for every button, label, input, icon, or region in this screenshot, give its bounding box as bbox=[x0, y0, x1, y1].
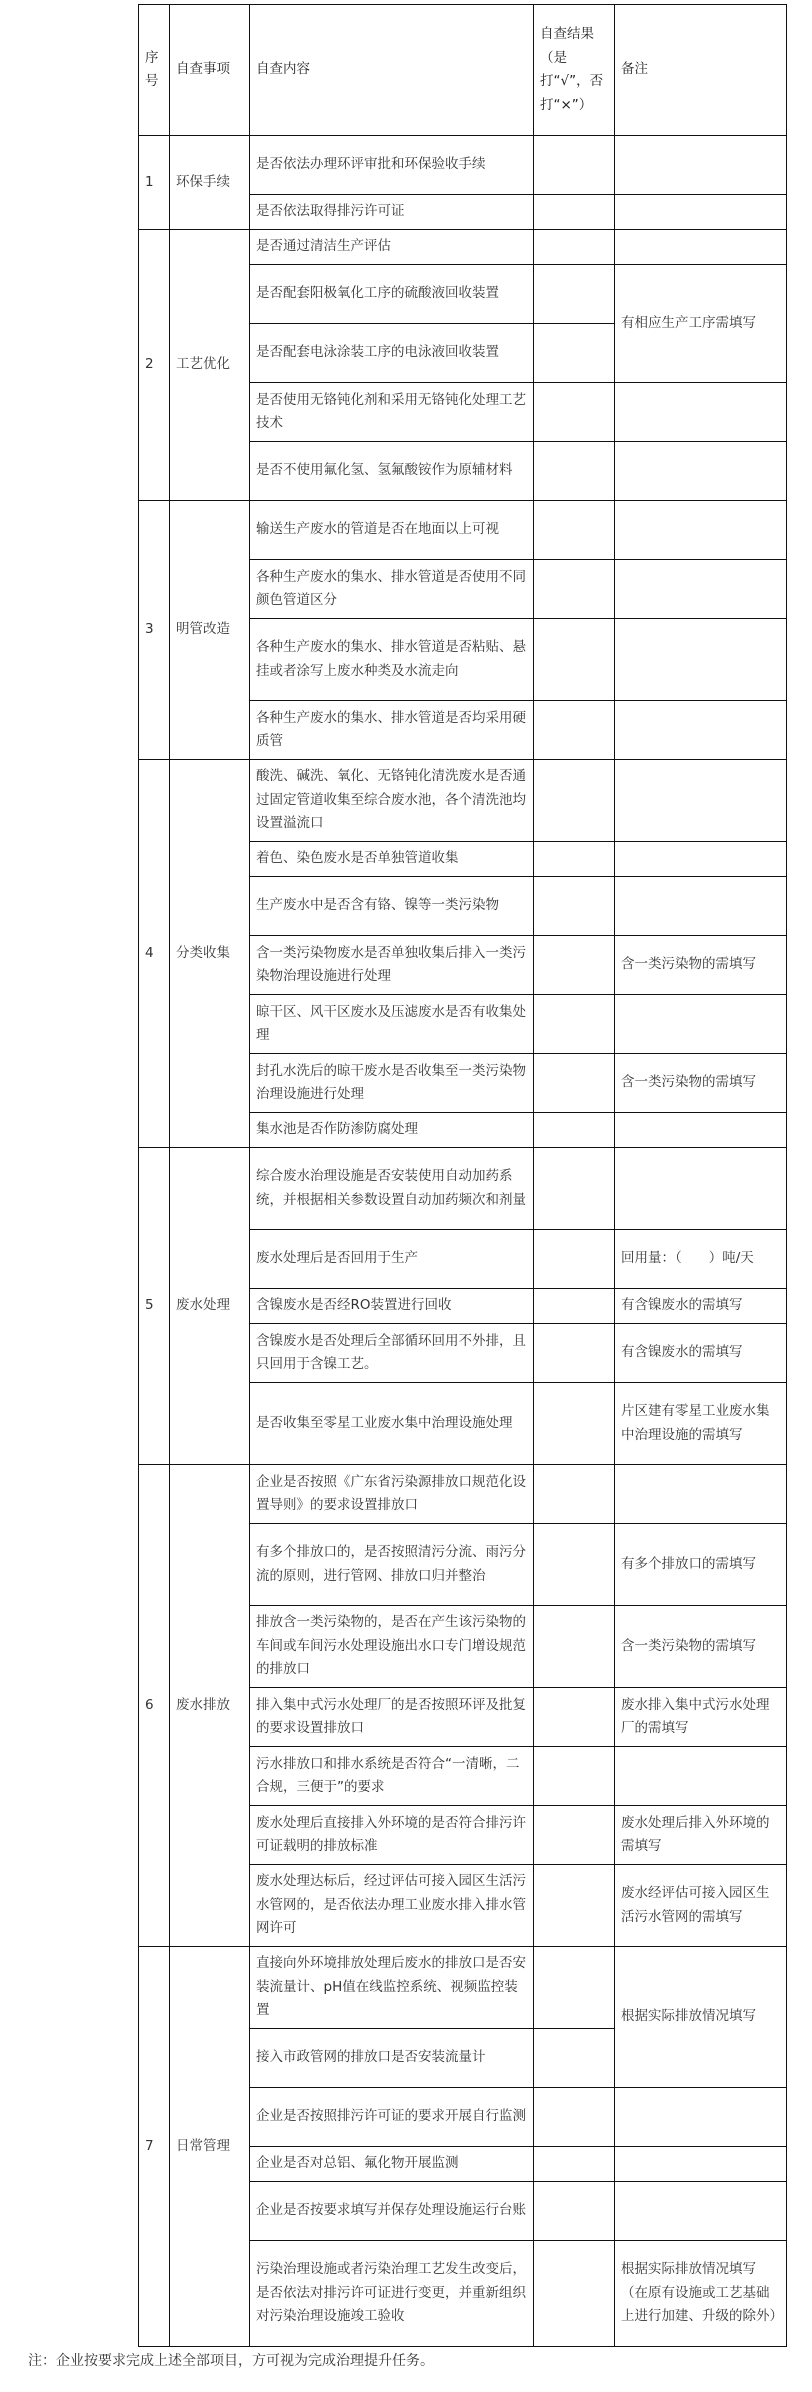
check-content: 各种生产废水的集水、排水管道是否粘贴、悬挂或者涂写上废水种类及水流走向 bbox=[250, 619, 534, 701]
check-remark bbox=[615, 383, 787, 442]
check-content: 含镍废水是否处理后全部循环回用不外排，且只回用于含镍工艺。 bbox=[250, 1324, 534, 1383]
check-result-cell[interactable] bbox=[534, 501, 615, 560]
check-result-cell[interactable] bbox=[534, 1747, 615, 1806]
header-item: 自查事项 bbox=[170, 5, 250, 136]
check-result-cell[interactable] bbox=[534, 2241, 615, 2347]
header-content: 自查内容 bbox=[250, 5, 534, 136]
check-remark bbox=[615, 619, 787, 701]
section-number: 7 bbox=[139, 1947, 170, 2347]
check-result-cell[interactable] bbox=[534, 195, 615, 230]
section-number: 4 bbox=[139, 760, 170, 1148]
check-content: 输送生产废水的管道是否在地面以上可视 bbox=[250, 501, 534, 560]
check-remark bbox=[615, 1113, 787, 1148]
check-remark: 废水经评估可接入园区生活污水管网的需填写 bbox=[615, 1865, 787, 1947]
check-result-cell[interactable] bbox=[534, 383, 615, 442]
check-remark bbox=[615, 995, 787, 1054]
table-row bbox=[139, 501, 787, 560]
check-remark: 有多个排放口的需填写 bbox=[615, 1524, 787, 1606]
check-content: 是否收集至零星工业废水集中治理设施处理 bbox=[250, 1383, 534, 1465]
section-item: 废水排放 bbox=[170, 1465, 250, 1947]
check-remark: 有含镍废水的需填写 bbox=[615, 1289, 787, 1324]
table-row bbox=[139, 230, 787, 265]
check-content: 含镍废水是否经RO装置进行回收 bbox=[250, 1289, 534, 1324]
section-item: 废水处理 bbox=[170, 1148, 250, 1465]
check-result-cell[interactable] bbox=[534, 1606, 615, 1688]
check-result-cell[interactable] bbox=[534, 2182, 615, 2241]
check-remark bbox=[615, 2088, 787, 2147]
check-result-cell[interactable] bbox=[534, 230, 615, 265]
check-result-cell[interactable] bbox=[534, 2088, 615, 2147]
check-content: 废水处理后直接排入外环境的是否符合排污许可证载明的排放标准 bbox=[250, 1806, 534, 1865]
check-remark bbox=[615, 1148, 787, 1230]
check-remark bbox=[615, 877, 787, 936]
check-content: 企业是否按照《广东省污染源排放口规范化设置导则》的要求设置排放口 bbox=[250, 1465, 534, 1524]
table-row bbox=[139, 1465, 787, 1524]
check-content: 酸洗、碱洗、氧化、无铬钝化清洗废水是否通过固定管道收集至综合废水池，各个清洗池均设置溢流口 bbox=[250, 760, 534, 842]
check-remark: 废水排入集中式污水处理厂的需填写 bbox=[615, 1688, 787, 1747]
check-content: 直接向外环境排放处理后废水的排放口是否安装流量计、pH值在线监控系统、视频监控装置 bbox=[250, 1947, 534, 2029]
check-remark: 有含镍废水的需填写 bbox=[615, 1324, 787, 1383]
check-content: 是否使用无铬钝化剂和采用无铬钝化处理工艺技术 bbox=[250, 383, 534, 442]
check-content: 企业是否对总铝、氟化物开展监测 bbox=[250, 2147, 534, 2182]
check-remark bbox=[615, 2147, 787, 2182]
check-content: 废水处理后是否回用于生产 bbox=[250, 1230, 534, 1289]
check-result-cell[interactable] bbox=[534, 442, 615, 501]
check-content: 是否配套电泳涂装工序的电泳液回收装置 bbox=[250, 324, 534, 383]
check-result-cell[interactable] bbox=[534, 2147, 615, 2182]
check-remark: 回用量：（ ）吨/天 bbox=[615, 1230, 787, 1289]
check-result-cell[interactable] bbox=[534, 701, 615, 760]
check-result-cell[interactable] bbox=[534, 842, 615, 877]
check-content: 是否依法取得排污许可证 bbox=[250, 195, 534, 230]
check-result-cell[interactable] bbox=[534, 1383, 615, 1465]
check-result-cell[interactable] bbox=[534, 1289, 615, 1324]
check-remark bbox=[615, 1465, 787, 1524]
check-content: 有多个排放口的，是否按照清污分流、雨污分流的原则，进行管网、排放口归并整治 bbox=[250, 1524, 534, 1606]
check-result-cell[interactable] bbox=[534, 1806, 615, 1865]
check-content: 企业是否按要求填写并保存处理设施运行台账 bbox=[250, 2182, 534, 2241]
check-result-cell[interactable] bbox=[534, 324, 615, 383]
check-remark: 根据实际排放情况填写（在原有设施或工艺基础上进行加建、升级的除外） bbox=[615, 2241, 787, 2347]
check-result-cell[interactable] bbox=[534, 995, 615, 1054]
table-row bbox=[139, 136, 787, 195]
header-remark: 备注 bbox=[615, 5, 787, 136]
section-item: 工艺优化 bbox=[170, 230, 250, 501]
check-result-cell[interactable] bbox=[534, 560, 615, 619]
section-item: 环保手续 bbox=[170, 136, 250, 230]
check-remark bbox=[615, 701, 787, 760]
check-content: 排入集中式污水处理厂的是否按照环评及批复的要求设置排放口 bbox=[250, 1688, 534, 1747]
self-check-table bbox=[138, 4, 787, 2347]
check-result-cell[interactable] bbox=[534, 760, 615, 842]
section-number: 6 bbox=[139, 1465, 170, 1947]
section-number: 5 bbox=[139, 1148, 170, 1465]
table-row bbox=[139, 1947, 787, 2029]
check-result-cell[interactable] bbox=[534, 1947, 615, 2029]
check-result-cell[interactable] bbox=[534, 2029, 615, 2088]
check-remark bbox=[615, 2182, 787, 2241]
check-content: 着色、染色废水是否单独管道收集 bbox=[250, 842, 534, 877]
check-content: 排放含一类污染物的，是否在产生该污染物的车间或车间污水处理设施出水口专门增设规范的排放口 bbox=[250, 1606, 534, 1688]
header-seq: 序号 bbox=[139, 5, 170, 136]
check-content: 废水处理达标后，经过评估可接入园区生活污水管网的，是否依法办理工业废水排入排水管网许可 bbox=[250, 1865, 534, 1947]
check-remark: 片区建有零星工业废水集中治理设施的需填写 bbox=[615, 1383, 787, 1465]
check-remark: 含一类污染物的需填写 bbox=[615, 1054, 787, 1113]
check-result-cell[interactable] bbox=[534, 1054, 615, 1113]
check-content: 污染治理设施或者污染治理工艺发生改变后，是否依法对排污许可证进行变更，并重新组织对污染治理设施竣工验收 bbox=[250, 2241, 534, 2347]
check-result-cell[interactable] bbox=[534, 1688, 615, 1747]
check-remark bbox=[615, 442, 787, 501]
header-result: 自查结果（是打“√”，否打“×”） bbox=[534, 5, 615, 136]
self-check-table-container bbox=[138, 4, 786, 2347]
check-result-cell[interactable] bbox=[534, 1148, 615, 1230]
check-result-cell[interactable] bbox=[534, 1865, 615, 1947]
check-content: 各种生产废水的集水、排水管道是否均采用硬质管 bbox=[250, 701, 534, 760]
check-content: 含一类污染物废水是否单独收集后排入一类污染物治理设施进行处理 bbox=[250, 936, 534, 995]
check-remark bbox=[615, 1747, 787, 1806]
table-header-row bbox=[139, 5, 787, 136]
check-content: 集水池是否作防渗防腐处理 bbox=[250, 1113, 534, 1148]
check-result-cell[interactable] bbox=[534, 1465, 615, 1524]
check-remark bbox=[615, 195, 787, 230]
check-remark: 含一类污染物的需填写 bbox=[615, 1606, 787, 1688]
section-item: 日常管理 bbox=[170, 1947, 250, 2347]
footnote: 注：企业按要求完成上述全部项目，方可视为完成治理提升任务。 bbox=[28, 2353, 434, 2369]
check-remark bbox=[615, 230, 787, 265]
check-content: 企业是否按照排污许可证的要求开展自行监测 bbox=[250, 2088, 534, 2147]
section-item: 分类收集 bbox=[170, 760, 250, 1148]
check-result-cell[interactable] bbox=[534, 1113, 615, 1148]
check-result-cell[interactable] bbox=[534, 265, 615, 324]
check-content: 污水排放口和排水系统是否符合“一清晰，二合规，三便于”的要求 bbox=[250, 1747, 534, 1806]
check-content: 综合废水治理设施是否安装使用自动加药系统，并根据相关参数设置自动加药频次和剂量 bbox=[250, 1148, 534, 1230]
check-content: 各种生产废水的集水、排水管道是否使用不同颜色管道区分 bbox=[250, 560, 534, 619]
table-row bbox=[139, 760, 787, 842]
section-item: 明管改造 bbox=[170, 501, 250, 760]
check-remark: 废水处理后排入外环境的需填写 bbox=[615, 1806, 787, 1865]
check-content: 是否通过清洁生产评估 bbox=[250, 230, 534, 265]
check-remark bbox=[615, 501, 787, 560]
check-result-cell[interactable] bbox=[534, 1524, 615, 1606]
check-result-cell[interactable] bbox=[534, 136, 615, 195]
check-remark: 有相应生产工序需填写 bbox=[615, 265, 787, 383]
check-content: 是否配套阳极氧化工序的硫酸液回收装置 bbox=[250, 265, 534, 324]
check-result-cell[interactable] bbox=[534, 1230, 615, 1289]
check-result-cell[interactable] bbox=[534, 619, 615, 701]
section-number: 2 bbox=[139, 230, 170, 501]
check-result-cell[interactable] bbox=[534, 936, 615, 995]
check-remark bbox=[615, 136, 787, 195]
check-remark: 根据实际排放情况填写 bbox=[615, 1947, 787, 2088]
check-content: 接入市政管网的排放口是否安装流量计 bbox=[250, 2029, 534, 2088]
check-content: 晾干区、风干区废水及压滤废水是否有收集处理 bbox=[250, 995, 534, 1054]
table-row bbox=[139, 1148, 787, 1230]
check-content: 是否依法办理环评审批和环保验收手续 bbox=[250, 136, 534, 195]
check-content: 是否不使用氟化氢、氢氟酸铵作为原辅材料 bbox=[250, 442, 534, 501]
section-number: 3 bbox=[139, 501, 170, 760]
section-number: 1 bbox=[139, 136, 170, 230]
check-remark bbox=[615, 760, 787, 842]
check-content: 生产废水中是否含有铬、镍等一类污染物 bbox=[250, 877, 534, 936]
check-result-cell[interactable] bbox=[534, 877, 615, 936]
check-remark: 含一类污染物的需填写 bbox=[615, 936, 787, 995]
check-content: 封孔水洗后的晾干废水是否收集至一类污染物治理设施进行处理 bbox=[250, 1054, 534, 1113]
check-remark bbox=[615, 560, 787, 619]
check-result-cell[interactable] bbox=[534, 1324, 615, 1383]
check-remark bbox=[615, 842, 787, 877]
